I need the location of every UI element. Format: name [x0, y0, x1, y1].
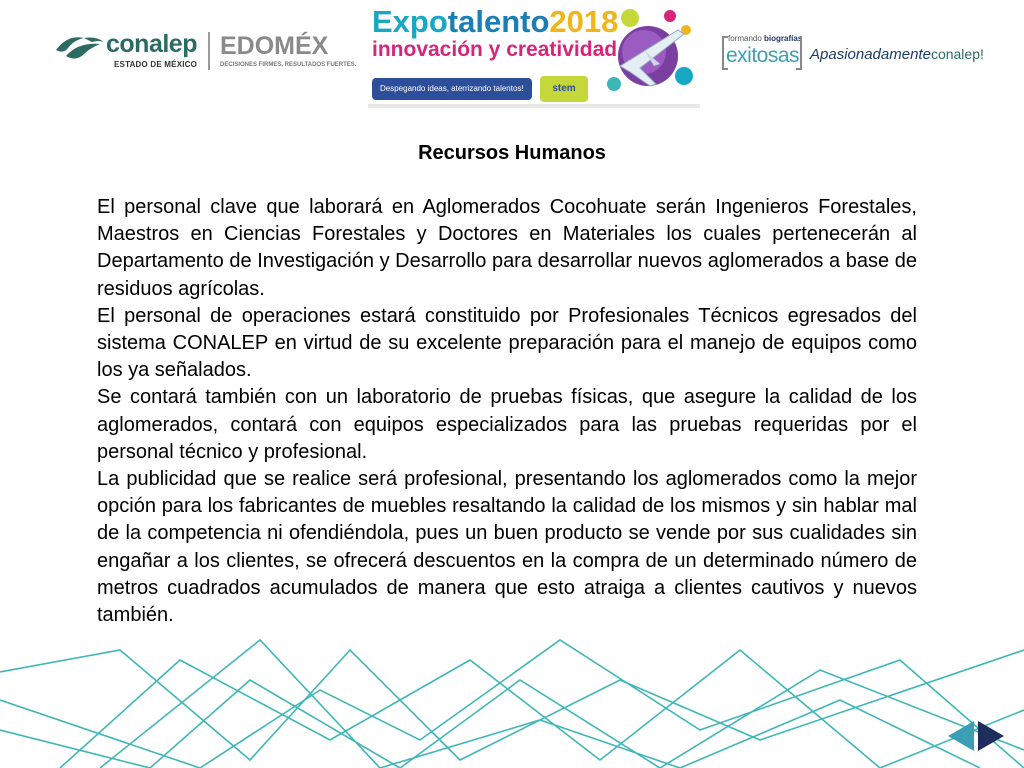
edomex-logo	[220, 32, 360, 72]
biografias-exitosas-word: exitosas	[726, 44, 800, 67]
conalep-wordmark: conalep	[106, 30, 197, 58]
paragraph-laboratorio: Se contará también con un laboratorio de pruebas físicas, que asegure la calidad de los aglomerados, contará con equipos especializados para las pruebas requeridas por el personal técnico y profesional.	[97, 386, 917, 463]
logo-divider	[208, 32, 210, 70]
airplane-bubbles-icon	[600, 6, 700, 106]
edomex-wordmark: EDOMÉX	[220, 32, 329, 60]
expotalento-banner	[368, 4, 700, 108]
expo-title-year: 2018	[549, 4, 619, 39]
expo-subtitle: innovación y creatividad	[372, 38, 618, 61]
expo-title	[372, 6, 618, 38]
paragraph-personal-operaciones: El personal de operaciones estará constituido por Profesionales Técnicos egresados del sistema CONALEP en virtud de su excelente preparación para el manejo de equipos como los ya señalados.	[97, 304, 917, 382]
paragraph-publicidad: La publicidad que se realice será profesional, presentando los aglomerados como la mejor opción para los fabricantes de muebles resaltando la calidad de los mismos y sin hablar mal de la competencia ni ofendiéndola, pues un buen producto se vende por sus cualidades sin engañar a los clientes, se ofrecerá descuentos en la compra de un determinado número de metros cuadrados acumulados de manera que esto atraiga a clientes cautivos y nuevos también.	[97, 468, 917, 627]
stem-badge: stem	[540, 76, 588, 102]
paragraph-personal-clave: El personal clave que laborará en Aglomerados Cocohuate serán Ingenieros Forestales, Maestros en Ciencias Forestales y Doctores en Materiales los cuales pertenecerán al Departamento de Investigación y Desarrollo para desarrollar nuevos aglomerados a base de residuos agrícolas.	[97, 196, 917, 300]
apasionadamente-tagline	[810, 46, 984, 63]
biografias-small	[728, 34, 802, 43]
expo-banner-tagline: Despegando ideas, aterrizando talentos!	[372, 78, 532, 100]
triangle-right-icon[interactable]	[978, 721, 1004, 751]
expo-title-part2: talento	[447, 4, 550, 39]
apasionadamente-suffix: conalep!	[930, 46, 984, 62]
decorative-lines	[0, 620, 1024, 768]
biografias-bold: biografías	[764, 34, 803, 43]
conalep-mark-icon	[54, 32, 106, 62]
biografias-exitosas-logo	[722, 34, 984, 74]
slide-body	[97, 194, 917, 629]
expo-shadow	[368, 104, 700, 108]
bracket-right	[796, 36, 802, 70]
apasionadamente-word: Apasionadamente	[810, 46, 931, 63]
conalep-logo	[54, 30, 202, 72]
biografias-prefix: formando	[728, 34, 762, 43]
edomex-tagline: DECISIONES FIRMES, RESULTADOS FUERTES.	[220, 62, 357, 68]
triangle-left-icon[interactable]	[948, 721, 974, 751]
slide-heading: Recursos Humanos	[418, 142, 606, 164]
conalep-subtitle: ESTADO DE MÉXICO	[114, 60, 198, 69]
expo-title-part1: Expo	[372, 4, 448, 39]
